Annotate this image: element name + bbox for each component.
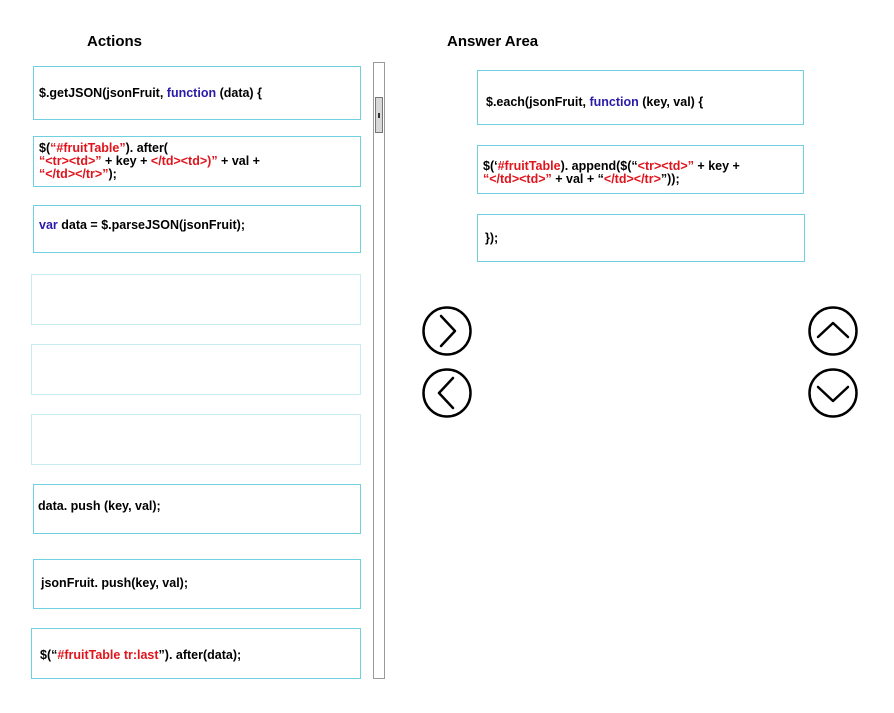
chevron-left-icon xyxy=(422,368,472,418)
code-line xyxy=(483,173,799,186)
code-line xyxy=(39,219,356,232)
code-text: }); xyxy=(485,231,499,245)
actions-scrollbar[interactable] xyxy=(373,62,385,679)
code-keyword: function xyxy=(589,95,639,109)
code-string: <tr><td>” xyxy=(637,159,694,173)
grip-icon xyxy=(378,113,380,118)
code-line xyxy=(41,577,356,590)
code-text: $(‘ xyxy=(483,159,498,173)
code-string: “</td></tr>” xyxy=(39,167,109,181)
code-string: </td><td>)” xyxy=(150,154,218,168)
code-string: “<tr><td>” xyxy=(39,154,102,168)
answer-code xyxy=(486,96,799,109)
action-code xyxy=(39,219,356,232)
code-text: ). append($(“ xyxy=(560,159,638,173)
action-code xyxy=(41,577,356,590)
chevron-down-icon xyxy=(808,368,858,418)
answer-code xyxy=(483,160,799,186)
code-text: + key + xyxy=(693,159,740,173)
action-item-empty[interactable] xyxy=(31,344,361,395)
move-left-button[interactable] xyxy=(422,368,472,418)
code-line xyxy=(40,649,356,662)
code-keyword: function xyxy=(166,86,217,100)
action-code xyxy=(39,87,356,100)
code-string: </td></tr> xyxy=(603,172,661,186)
code-text: + val + xyxy=(217,154,260,168)
code-text: $( xyxy=(39,141,51,155)
answer-item-each[interactable] xyxy=(477,70,804,125)
code-line xyxy=(486,96,799,109)
answer-code xyxy=(485,232,800,245)
scrollbar-thumb[interactable] xyxy=(375,97,383,133)
action-item-getjson[interactable] xyxy=(33,66,361,120)
move-up-button[interactable] xyxy=(808,306,858,356)
action-item-jsonfruit-push[interactable] xyxy=(33,559,361,609)
code-text: ”). after(data); xyxy=(158,648,242,662)
code-line xyxy=(39,87,356,100)
actions-heading: Actions xyxy=(87,33,143,50)
code-text: $(“ xyxy=(40,648,58,662)
action-item-after-append[interactable] xyxy=(33,136,361,187)
code-text: data. push (key, val); xyxy=(38,499,161,513)
chevron-right-icon xyxy=(422,306,472,356)
code-text: ”)); xyxy=(660,172,680,186)
action-code xyxy=(40,649,356,662)
move-down-button[interactable] xyxy=(808,368,858,418)
code-text: (key, val) { xyxy=(638,95,704,109)
code-text: $.each(jsonFruit, xyxy=(486,95,590,109)
chevron-up-icon xyxy=(808,306,858,356)
code-text: $.getJSON(jsonFruit, xyxy=(39,86,167,100)
code-string: “</td><td>” xyxy=(483,172,552,186)
action-code xyxy=(38,500,356,513)
answer-item-close[interactable] xyxy=(477,214,805,262)
code-text: data = $.parseJSON(jsonFruit); xyxy=(57,218,245,232)
code-string: “#fruitTable” xyxy=(50,141,126,155)
action-item-data-push[interactable] xyxy=(33,484,361,534)
action-item-empty[interactable] xyxy=(31,274,361,325)
code-keyword: var xyxy=(39,218,58,232)
code-line xyxy=(38,500,356,513)
code-line xyxy=(485,232,800,245)
code-text: + key + xyxy=(101,154,151,168)
code-string: #fruitTable tr:last xyxy=(57,648,159,662)
action-item-parsejson[interactable] xyxy=(33,205,361,253)
action-item-empty[interactable] xyxy=(31,414,361,465)
action-item-fruittable-last[interactable] xyxy=(31,628,361,679)
answer-area-heading: Answer Area xyxy=(447,33,539,50)
code-text: ); xyxy=(108,167,117,181)
code-text: + val + “ xyxy=(551,172,604,186)
move-right-button[interactable] xyxy=(422,306,472,356)
action-code xyxy=(39,142,356,181)
answer-item-append[interactable] xyxy=(477,145,804,194)
code-string: #fruitTable xyxy=(497,159,561,173)
code-text: ). after( xyxy=(125,141,168,155)
code-text: (data) { xyxy=(216,86,262,100)
code-line xyxy=(39,168,356,181)
code-text: jsonFruit. push(key, val); xyxy=(41,576,189,590)
